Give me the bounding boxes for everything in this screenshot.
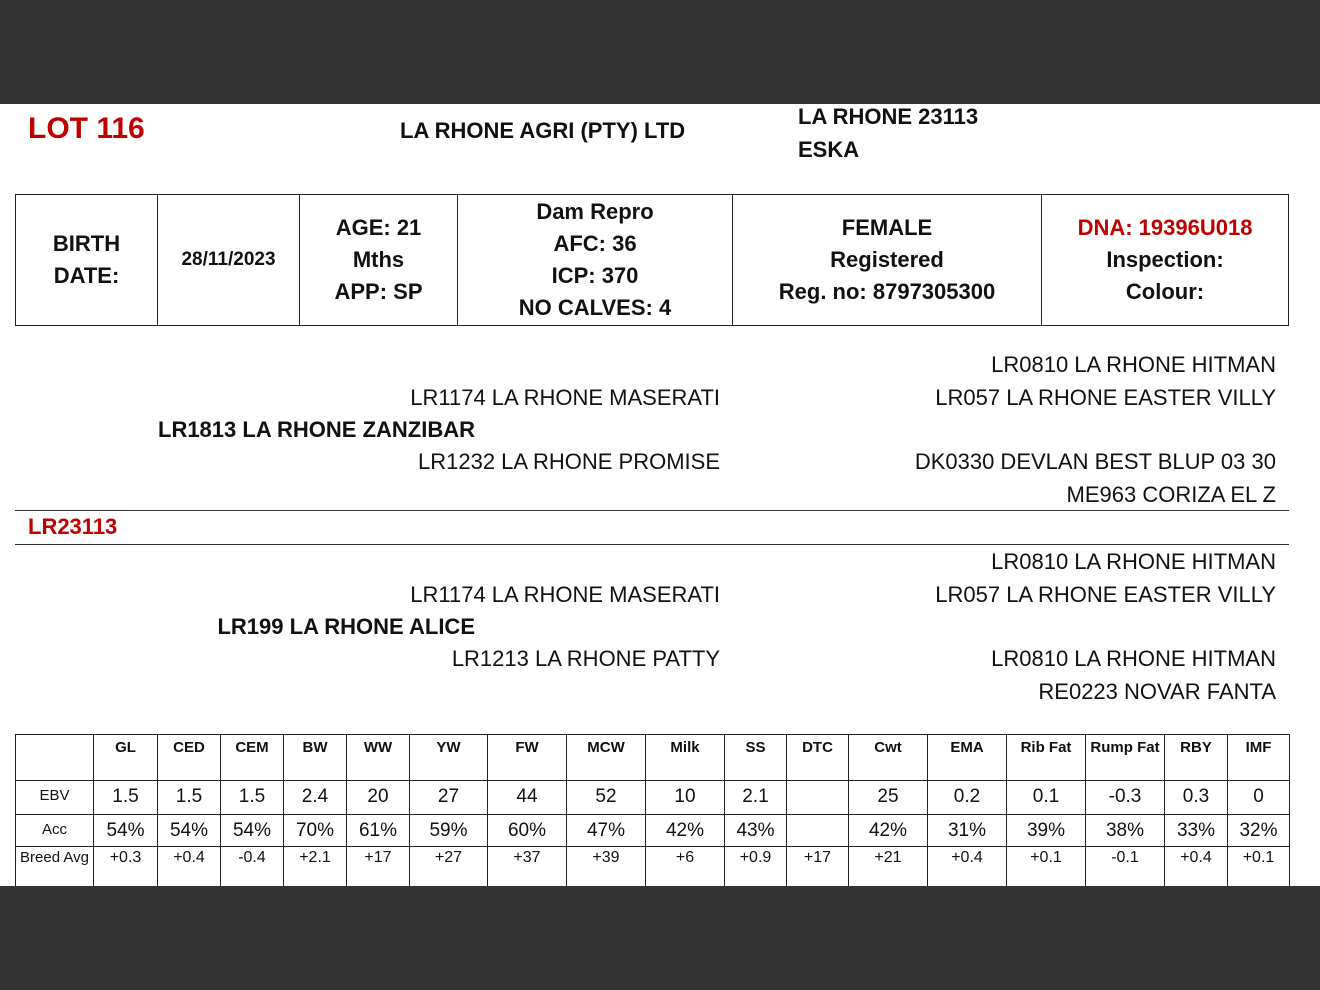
dam-repro-title: Dam Repro: [536, 199, 654, 224]
ebv-header-cell: RBY: [1165, 735, 1228, 781]
age-cell: [300, 195, 458, 326]
pedigree-sire-dam: LR1232 LA RHONE PROMISE: [417, 449, 720, 474]
table-cell: 54%: [158, 815, 221, 847]
table-cell: +21: [849, 847, 928, 887]
table-cell: 1.5: [221, 781, 284, 815]
birth-label-2: DATE:: [53, 263, 120, 288]
top-dark-band: [0, 0, 1320, 104]
ebv-header-cell: Rib Fat: [1007, 735, 1086, 781]
table-cell: 0: [1228, 781, 1290, 815]
breed-avg-row: [16, 847, 1290, 887]
table-cell: 54%: [221, 815, 284, 847]
table-cell: -0.1: [1086, 847, 1165, 887]
icp: ICP: 370: [551, 263, 639, 288]
pedigree-sire-sire-dam: LR057 LA RHONE EASTER VILLY: [935, 385, 1276, 410]
table-cell: 38%: [1086, 815, 1165, 847]
ebv-header-cell: [16, 735, 94, 781]
table-cell: [787, 815, 849, 847]
pedigree-sire-sire: LR1174 LA RHONE MASERATI: [410, 385, 720, 410]
afc: AFC: 36: [553, 231, 637, 256]
pedigree-dam-dam-dam: RE0223 NOVAR FANTA: [1038, 679, 1276, 704]
table-cell: +27: [410, 847, 488, 887]
table-cell: 39%: [1007, 815, 1086, 847]
animal-id: LR23113: [28, 514, 118, 539]
table-cell: 59%: [410, 815, 488, 847]
table-cell: +0.9: [725, 847, 787, 887]
bottom-dark-band: [0, 886, 1320, 990]
no-calves: NO CALVES: 4: [518, 295, 672, 320]
ebv-header-cell: Rump Fat: [1086, 735, 1165, 781]
table-cell: 0.3: [1165, 781, 1228, 815]
table-cell: 52: [567, 781, 646, 815]
table-cell: 2.4: [284, 781, 347, 815]
ebv-header-row: [16, 735, 1290, 781]
ebv-header-cell: GL: [94, 735, 158, 781]
pedigree-dam-sire: LR1174 LA RHONE MASERATI: [410, 582, 720, 607]
lot-number: LOT 116: [28, 112, 145, 145]
table-cell: 25: [849, 781, 928, 815]
table-cell: -0.3: [1086, 781, 1165, 815]
colour: Colour:: [1125, 279, 1205, 304]
pedigree-dam: LR199 LA RHONE ALICE: [217, 614, 475, 639]
pedigree-sire-sire-sire: LR0810 LA RHONE HITMAN: [991, 352, 1276, 377]
ebv-header-cell: Milk: [646, 735, 725, 781]
table-cell: 44: [488, 781, 567, 815]
pedigree-dam-sire-sire: LR0810 LA RHONE HITMAN: [991, 549, 1276, 574]
ebv-header-cell: CEM: [221, 735, 284, 781]
table-cell: 43%: [725, 815, 787, 847]
table-cell: -0.4: [221, 847, 284, 887]
appraisal: APP: SP: [334, 279, 423, 304]
birth-date: 28/11/2023: [181, 249, 276, 270]
table-cell: 42%: [849, 815, 928, 847]
table-cell: 27: [410, 781, 488, 815]
pedigree-dam-sire-dam: LR057 LA RHONE EASTER VILLY: [935, 582, 1276, 607]
pedigree-dam-dam-sire: LR0810 LA RHONE HITMAN: [991, 646, 1276, 671]
ebv-header-cell: SS: [725, 735, 787, 781]
divider-bottom: [15, 544, 1289, 545]
table-cell: 1.5: [94, 781, 158, 815]
table-cell: 61%: [347, 815, 410, 847]
table-cell: 54%: [94, 815, 158, 847]
ebv-header-cell: FW: [488, 735, 567, 781]
ebv-header-cell: MCW: [567, 735, 646, 781]
table-cell: +0.4: [928, 847, 1007, 887]
table-cell: 31%: [928, 815, 1007, 847]
animal-name-line1: LA RHONE 23113: [798, 104, 979, 129]
row-label: EBV: [16, 781, 94, 815]
pedigree-dam-dam: LR1213 LA RHONE PATTY: [451, 646, 720, 671]
age-unit: Mths: [352, 247, 405, 272]
ebv-header-cell: BW: [284, 735, 347, 781]
registered-status: Registered: [830, 247, 944, 272]
sex: FEMALE: [841, 215, 933, 240]
birth-date-cell: [158, 195, 300, 326]
pedigree-sire-dam-sire: DK0330 DEVLAN BEST BLUP 03 30: [914, 449, 1276, 474]
birth-date-label-cell: [16, 195, 158, 326]
animal-info-table: [15, 194, 1289, 326]
pedigree-sire: LR1813 LA RHONE ZANZIBAR: [158, 417, 475, 442]
dna-cell: [1042, 195, 1289, 326]
table-cell: 1.5: [158, 781, 221, 815]
animal-name: [798, 104, 978, 166]
birth-label-1: BIRTH: [52, 231, 121, 256]
divider-top: [15, 510, 1289, 511]
row-label: Breed Avg: [16, 847, 94, 887]
table-cell: +0.4: [158, 847, 221, 887]
table-cell: +17: [787, 847, 849, 887]
dna-number: DNA: 19396U018: [1077, 215, 1253, 240]
row-label: Acc: [16, 815, 94, 847]
ebv-header-cell: IMF: [1228, 735, 1290, 781]
table-cell: 10: [646, 781, 725, 815]
table-cell: +37: [488, 847, 567, 887]
reg-number: Reg. no: 8797305300: [778, 279, 996, 304]
table-cell: 20: [347, 781, 410, 815]
table-cell: 70%: [284, 815, 347, 847]
table-cell: +0.4: [1165, 847, 1228, 887]
table-cell: 0.2: [928, 781, 1007, 815]
table-cell: 32%: [1228, 815, 1290, 847]
table-cell: +39: [567, 847, 646, 887]
pedigree-sire-dam-dam: ME963 CORIZA EL Z: [1066, 482, 1276, 507]
lot-sheet: [0, 104, 1320, 886]
accuracy-row: [16, 815, 1290, 847]
ebv-table: [15, 734, 1290, 886]
ebv-header-cell: WW: [347, 735, 410, 781]
age: AGE: 21: [335, 215, 422, 240]
ebv-header-cell: YW: [410, 735, 488, 781]
table-cell: 0.1: [1007, 781, 1086, 815]
table-cell: +0.1: [1228, 847, 1290, 887]
table-cell: 47%: [567, 815, 646, 847]
table-cell: +2.1: [284, 847, 347, 887]
table-cell: [787, 781, 849, 815]
ebv-header-cell: DTC: [787, 735, 849, 781]
table-cell: 42%: [646, 815, 725, 847]
table-cell: 60%: [488, 815, 567, 847]
animal-name-line2: ESKA: [798, 137, 860, 162]
dam-repro-cell: [458, 195, 733, 326]
table-cell: +0.1: [1007, 847, 1086, 887]
table-cell: +6: [646, 847, 725, 887]
ebv-header-cell: Cwt: [849, 735, 928, 781]
registration-cell: [733, 195, 1042, 326]
table-cell: 2.1: [725, 781, 787, 815]
table-cell: +0.3: [94, 847, 158, 887]
company-name: LA RHONE AGRI (PTY) LTD: [400, 118, 686, 143]
inspection: Inspection:: [1106, 247, 1224, 272]
ebv-row: [16, 781, 1290, 815]
table-cell: 33%: [1165, 815, 1228, 847]
table-cell: +17: [347, 847, 410, 887]
ebv-header-cell: CED: [158, 735, 221, 781]
ebv-header-cell: EMA: [928, 735, 1007, 781]
